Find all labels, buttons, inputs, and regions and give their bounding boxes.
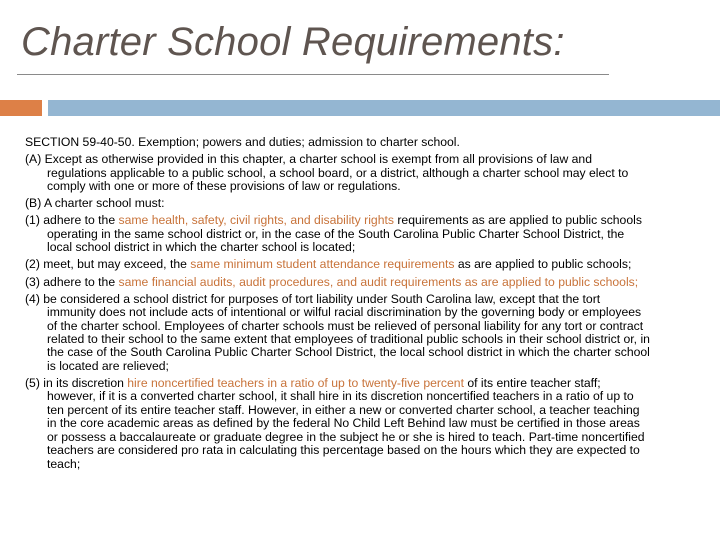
item-5-highlight: hire noncertified teachers in a ratio of up to twenty-five percent xyxy=(127,376,464,391)
item-3 xyxy=(25,276,650,289)
paragraph-a: (A) Except as otherwise provided in this chapter, a charter school is exempt from all provisions of law and regulations applicable to a public school, a school board, or a district, although a charter school may elect to comply with one or more of these provisions of law or regulations. xyxy=(25,152,629,194)
accent-bar-orange xyxy=(0,100,42,116)
item-1 xyxy=(25,214,650,254)
statute-text xyxy=(25,136,650,475)
item-3-pre: (3) adhere to the xyxy=(25,274,119,289)
paragraph-b: (B) A charter school must: xyxy=(25,196,165,211)
item-4: (4) be considered a school district for purposes of tort liability under South Carolina law, except that the tort immunity does not include acts of intentional or wilful racial discrimination by the governing body or employees of the charter school. Employees of charter schools must be relieved of personal liability for any tort or contract related to their school to the same extent that employees of traditional public schools in their school district or, in the case of the South Carolina Public Charter School District, the local school district in which the charter school is located are relieved; xyxy=(25,291,650,373)
item-3-highlight: same financial audits, audit procedures, and audit requirements as are applied to public schools; xyxy=(118,274,639,289)
item-5 xyxy=(25,377,650,471)
item-1-post: requirements as are applied to public schools operating in the same school district or, in the case of the South Carolina Public Charter School District, the local school district in which the charter school is located; xyxy=(47,213,642,255)
item-2-highlight: same minimum student attendance requirements xyxy=(190,257,455,272)
item-1-highlight: same health, safety, civil rights, and disability rights xyxy=(118,213,394,228)
item-2-pre: (2) meet, but may exceed, the xyxy=(25,257,191,272)
slide-title: Charter School Requirements: xyxy=(21,20,565,64)
accent-bar-blue xyxy=(48,100,720,116)
item-5-pre: (5) in its discretion xyxy=(25,376,128,391)
item-2 xyxy=(25,258,650,271)
item-2-post: as are applied to public schools; xyxy=(454,257,632,272)
section-heading: SECTION 59-40-50. Exemption; powers and duties; admission to charter school. xyxy=(25,135,460,149)
title-underline xyxy=(17,74,609,75)
item-5-post: of its entire teacher staff; however, if it is a converted charter school, it shall hire in its discretion noncertified teachers in a ratio of up to ten percent of its entire teacher staff. However, in either a new or converted charter school, a teacher teaching in the core academic areas as defined by the federal No Child Left Behind law must be certified in those areas or possess a baccalaureate or graduate degree in the subject he or she is hired to teach. Part-time noncertified teachers are considered pro rata in calculating this percentage based on the hours which they are expected to teach; xyxy=(47,376,645,471)
item-1-pre: (1) adhere to the xyxy=(25,213,119,228)
